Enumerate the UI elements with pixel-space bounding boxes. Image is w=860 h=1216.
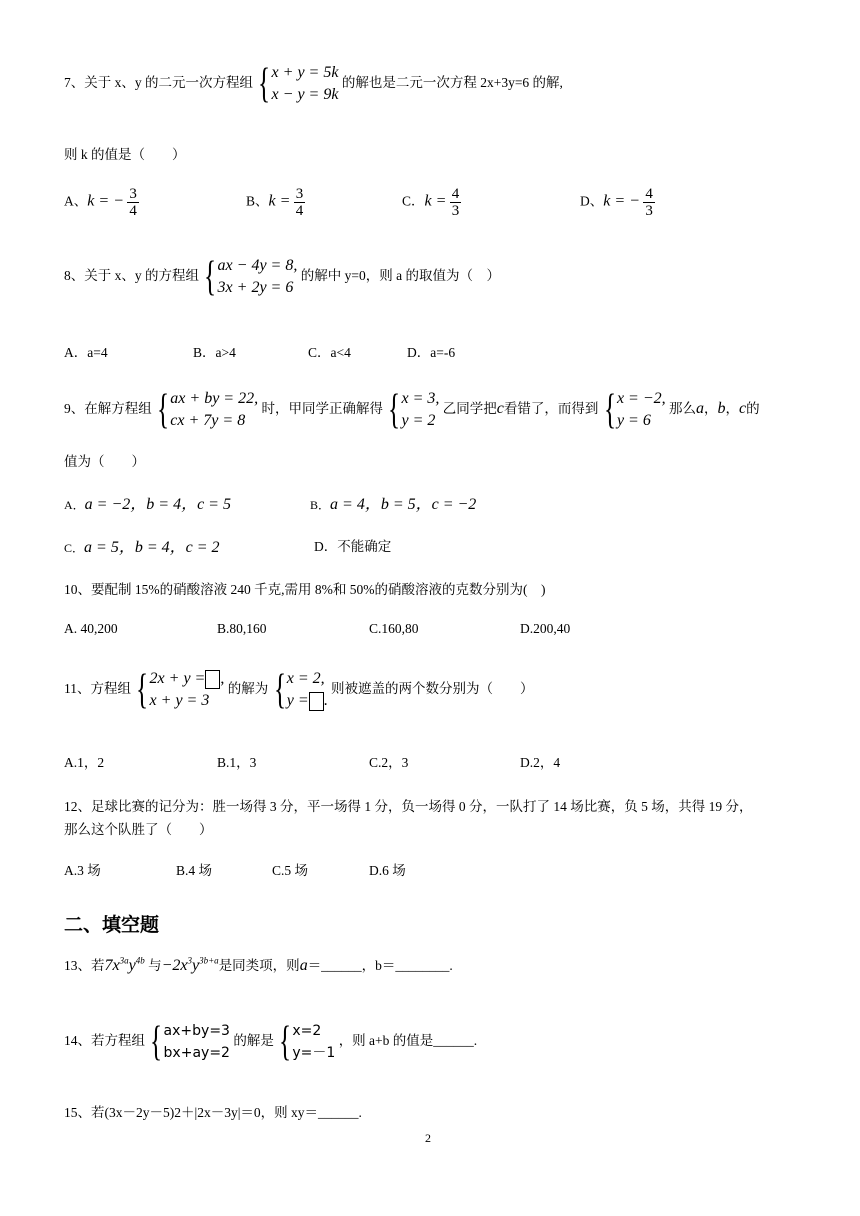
question-7 bbox=[64, 62, 563, 106]
option-a: A. 40,200 bbox=[64, 621, 118, 636]
option-a: A.1，2 bbox=[64, 755, 105, 770]
q8-suffix: 的解中 y=0，则 a 的取值为（ ） bbox=[300, 268, 500, 284]
option-a: A、k = − $\frac{3}{4}$ bbox=[64, 186, 137, 219]
option-b: B.4 场 bbox=[176, 863, 213, 878]
option-c: C.160,80 bbox=[369, 621, 419, 636]
section-heading: 二、填空题 bbox=[64, 914, 160, 936]
option-d: D．不能确定 bbox=[314, 539, 392, 554]
option-d: D、k = − $\frac{4}{3}$ bbox=[580, 186, 653, 219]
question-12-line1: 12、足球比赛的记分为：胜一场得 3 分，平一场得 1 分，负一场得 0 分，一队打了 14 场比赛，负 5 场，共得 19 分， bbox=[64, 799, 753, 814]
hidden-box bbox=[309, 692, 324, 711]
option-c: C．a = 5，b = 4，c = 2 bbox=[64, 539, 220, 556]
option-b: B.1，3 bbox=[217, 755, 257, 770]
option-c: C.2，3 bbox=[369, 755, 409, 770]
option-b: B．a>4 bbox=[193, 345, 236, 360]
fraction: $\frac{3}{4}$ bbox=[295, 186, 304, 219]
solution-system: { x = 2, y = . bbox=[273, 667, 328, 713]
option-b: B．a = 4，b = 5，c = −2 bbox=[310, 496, 477, 513]
question-11: 11、方程组 { 2x + y = , x + y = 3 的解为 { x = 2, y = . 则被遮盖的两个数分别为（ ） bbox=[64, 667, 534, 713]
equation-system: { ax − 4y = 8, 3x + 2y = 6 bbox=[204, 254, 298, 300]
solution-system: { x=2 y=－1 bbox=[279, 1019, 336, 1065]
option-d: D．a=-6 bbox=[407, 345, 456, 360]
option-a: A．a=4 bbox=[64, 345, 108, 360]
question-13: 13、若$7x^{3a}y^{4b}$ 与$-2x^3y^{3b+a}$是同类项，则a＝______，b＝________. bbox=[64, 955, 453, 974]
option-c: C.5 场 bbox=[272, 863, 309, 878]
solution-system: { x = −2, y = 6 bbox=[603, 387, 666, 433]
solution-system: { x = 3, y = 2 bbox=[388, 387, 440, 433]
fraction: $\frac{3}{4}$ bbox=[129, 186, 137, 219]
equation-line: x + y = 5k bbox=[271, 64, 339, 81]
option-a: A.3 场 bbox=[64, 863, 101, 878]
q7-line2: 则 k 的值是（ ） bbox=[64, 147, 186, 162]
option-c: C．k = $\frac{4}{3}$ bbox=[402, 186, 460, 219]
q7-suffix: 的解也是二元一次方程 2x+3y=6 的解, bbox=[341, 75, 563, 91]
question-15: 15、若(3x－2y－5)2＋|2x－3y|＝0，则 xy＝______. bbox=[64, 1105, 362, 1120]
question-10: 10、要配制 15%的硝酸溶液 240 千克,需用 8%和 50%的硝酸溶液的克数分别为( ) bbox=[64, 582, 546, 597]
q7-prefix: 7、关于 x、y 的二元一次方程组 bbox=[64, 75, 253, 91]
fraction: $\frac{4}{3}$ bbox=[645, 186, 653, 219]
option-d: D.6 场 bbox=[369, 863, 406, 878]
hidden-box bbox=[205, 670, 220, 689]
equation-system: { ax + by = 22, cx + 7y = 8 bbox=[157, 387, 259, 433]
option-d: D.2，4 bbox=[520, 755, 561, 770]
fraction: $\frac{4}{3}$ bbox=[451, 186, 460, 219]
option-b: B、k = $\frac{3}{4}$ bbox=[246, 186, 304, 219]
equation-line: x − y = 9k bbox=[271, 86, 339, 103]
page-number: 2 bbox=[425, 1131, 431, 1145]
option-d: D.200,40 bbox=[520, 621, 571, 636]
question-12-line2: 那么这个队胜了（ ） bbox=[64, 822, 213, 837]
question-14: 14、若方程组 { ax+by=3 bx+ay=2 的解是 { x=2 y=－1 ，则 a+b 的值是______. bbox=[64, 1019, 478, 1065]
q9-line2: 值为（ ） bbox=[64, 454, 145, 469]
equation-system: { x + y = 5k x − y = 9k bbox=[258, 61, 339, 107]
q8-prefix: 8、关于 x、y 的方程组 bbox=[64, 268, 199, 284]
option-b: B.80,160 bbox=[217, 621, 267, 636]
equation-system: { ax+by=3 bx+ay=2 bbox=[150, 1019, 230, 1065]
equation-system: { 2x + y = , x + y = 3 bbox=[136, 667, 225, 713]
option-a: A．a = −2，b = 4，c = 5 bbox=[64, 496, 231, 513]
option-c: C．a<4 bbox=[308, 345, 351, 360]
question-8 bbox=[64, 255, 500, 299]
question-9: 9、在解方程组 { ax + by = 22, cx + 7y = 8 时，甲同学正确解得 { x = 3, y = 2 乙同学把c看错了，而得到 { x = −2, y = 6 那么a，b，c的 bbox=[64, 387, 760, 433]
